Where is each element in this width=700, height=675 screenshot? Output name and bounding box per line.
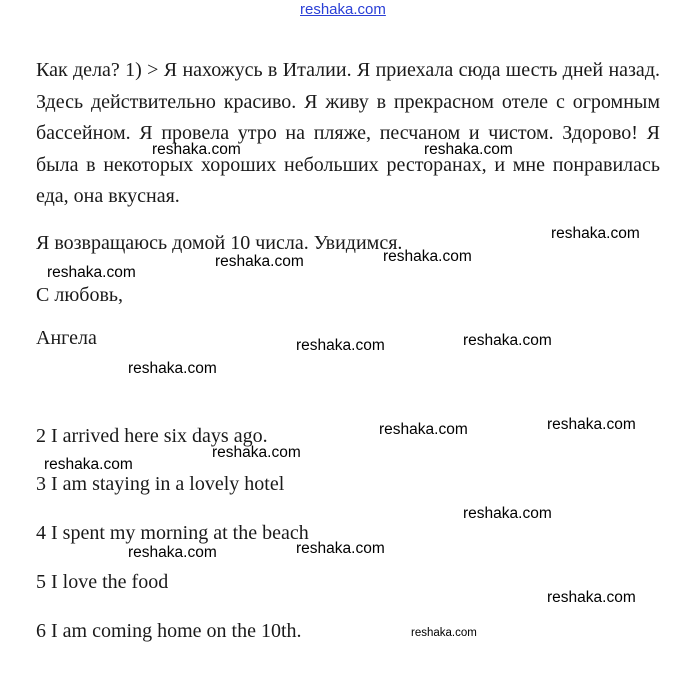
letter-closing: С любовь,: [36, 284, 124, 306]
letter-return-line: Я возвращаюсь домой 10 числа. Увидимся.: [36, 232, 403, 254]
watermark: reshaka.com: [296, 337, 385, 354]
watermark: reshaka.com: [463, 505, 552, 522]
watermark: reshaka.com: [47, 264, 136, 281]
site-link[interactable]: reshaka.com: [300, 1, 386, 18]
watermark: reshaka.com: [463, 332, 552, 349]
watermark: reshaka.com: [212, 444, 301, 461]
letter-paragraph: Как дела? 1) > Я нахожусь в Италии. Я приехала сюда шесть дней назад. Здесь действительно красиво. Я живу в прекрасном отеле с огромным бассейном. Я провела утро на пляже, песчаном и чистом. Здорово! Я была в некоторых хороших небольших ресторанах, и мне понравилась еда, она вкусная.: [36, 59, 660, 207]
watermark: reshaka.com: [547, 416, 636, 433]
watermark: reshaka.com: [383, 248, 472, 265]
answer-item: 2 I arrived here six days ago.: [36, 425, 268, 447]
answer-item: 3 I am staying in a lovely hotel: [36, 473, 285, 495]
watermark: reshaka.com: [379, 421, 468, 438]
watermark: reshaka.com: [215, 253, 304, 270]
watermark: reshaka.com: [424, 141, 513, 158]
watermark: reshaka.com: [411, 627, 477, 639]
watermark: reshaka.com: [128, 544, 217, 561]
watermark: reshaka.com: [152, 141, 241, 158]
answer-item: 5 I love the food: [36, 571, 169, 593]
watermark: reshaka.com: [44, 456, 133, 473]
watermark: reshaka.com: [296, 540, 385, 557]
answer-item: 4 I spent my morning at the beach: [36, 522, 309, 544]
watermark: reshaka.com: [547, 589, 636, 606]
answer-item: 6 I am coming home on the 10th.: [36, 620, 302, 642]
letter-signature: Ангела: [36, 327, 97, 349]
watermark: reshaka.com: [551, 225, 640, 242]
watermark: reshaka.com: [128, 360, 217, 377]
